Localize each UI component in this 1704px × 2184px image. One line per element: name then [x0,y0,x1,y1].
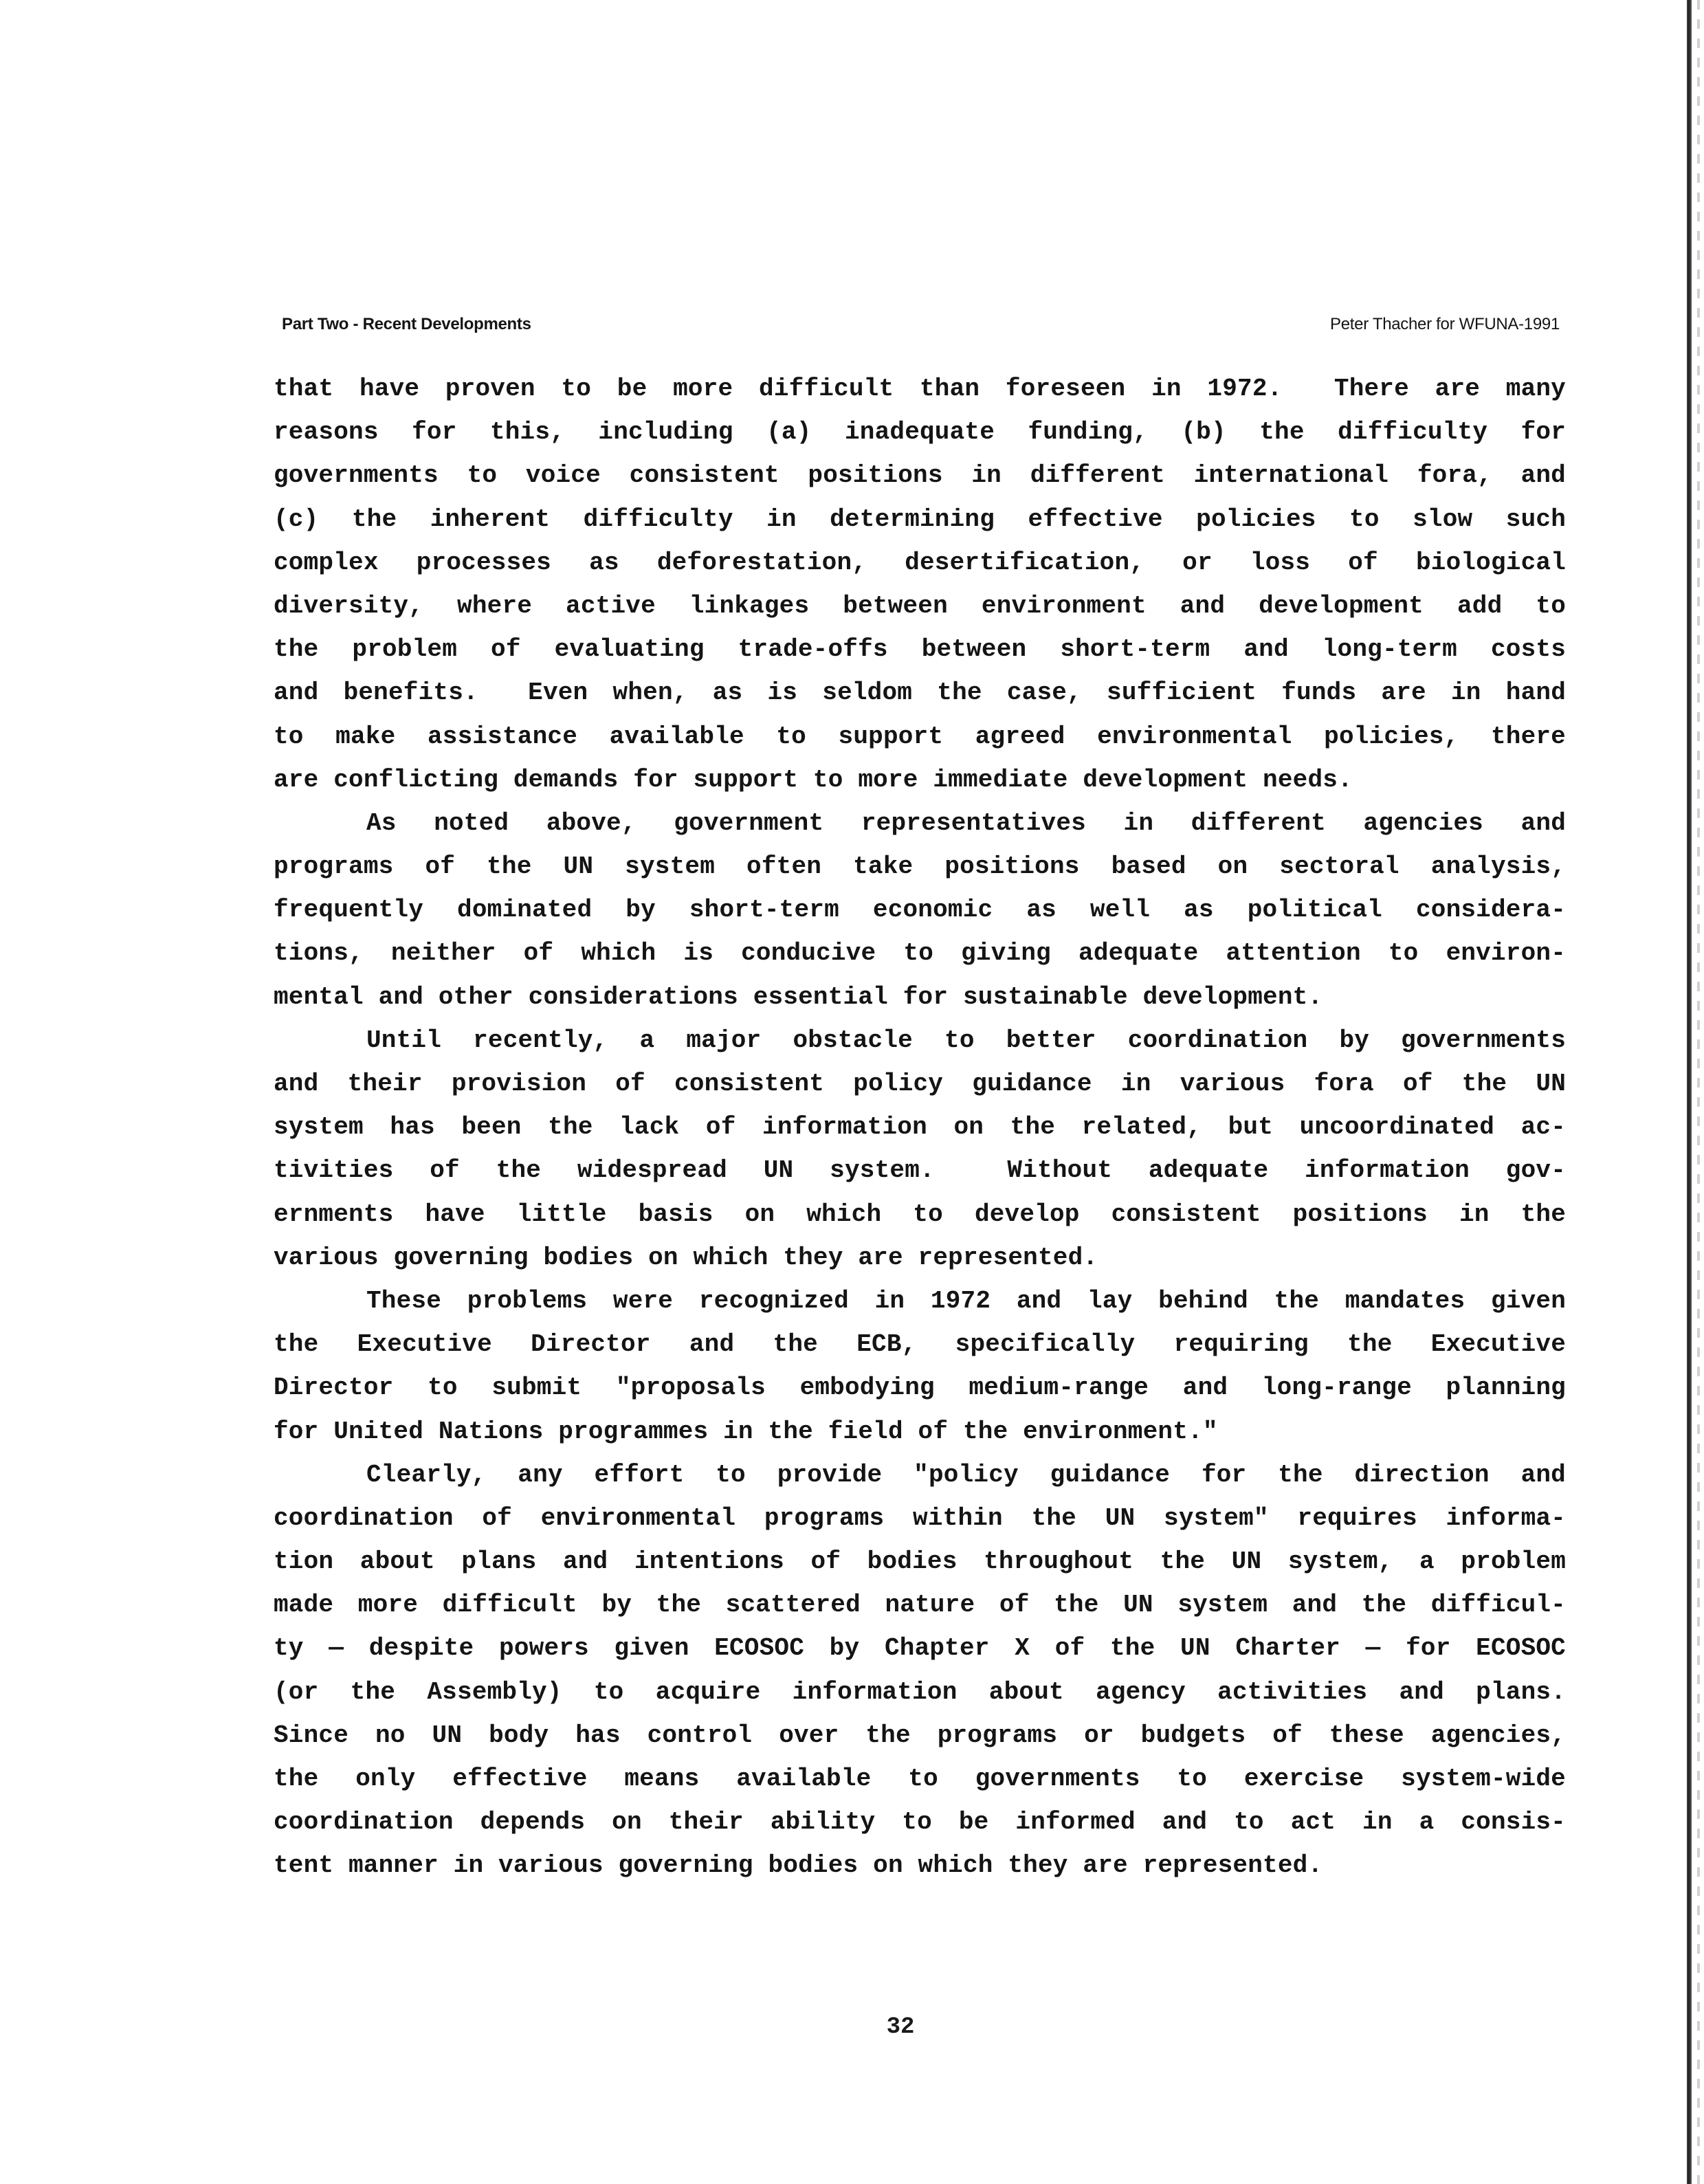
text-line: diversity, where active linkages between environment and development add to [274,591,1566,620]
text-line: tion about plans and intentions of bodies throughout the UN system, a problem [274,1547,1566,1576]
running-header [282,311,1560,338]
scan-edge-artifact [1697,0,1700,2184]
header-author-credit: Peter Thacher for WFUNA-1991 [1330,315,1560,333]
paragraph [274,802,1566,1019]
page-number: 32 [886,2014,915,2040]
text-line: and benefits. Even when, as is seldom the case, sufficient funds are in hand [274,679,1566,707]
text-line: for United Nations programmes in the field of the environment." [274,1417,1218,1446]
text-line: made more difficult by the scattered nature of the UN system and the difficul- [274,1591,1566,1620]
text-line: programs of the UN system often take positions based on sectoral analysis, [274,852,1566,881]
paragraph [274,367,1566,802]
text-line: the problem of evaluating trade-offs between short-term and long-term costs [274,635,1566,664]
text-line: Until recently, a major obstacle to better coordination by governments [366,1026,1566,1055]
text-line: mental and other considerations essential for sustainable development. [274,982,1323,1011]
text-line: Clearly, any effort to provide "policy guidance for the direction and [366,1460,1566,1489]
text-line: Director to submit "proposals embodying medium-range and long-range planning [274,1374,1566,1402]
text-line: coordination of environmental programs within the UN system" requires informa- [274,1503,1566,1532]
body-text [274,367,1566,1888]
text-line: that have proven to be more difficult than foreseen in 1972. There are many [274,375,1566,403]
text-line: tivities of the widespread UN system. Without adequate information gov- [274,1156,1566,1185]
text-line: the only effective means available to governments to exercise system-wide [274,1765,1566,1793]
paragraph [274,1019,1566,1279]
text-line: frequently dominated by short-term economic as well as political considera- [274,896,1566,925]
text-line: As noted above, government representatives in different agencies and [366,808,1566,837]
text-line: governments to voice consistent positions in different international fora, and [274,461,1566,490]
text-line: (c) the inherent difficulty in determining effective policies to slow such [274,505,1566,533]
text-line: to make assistance available to support agreed environmental policies, there [274,722,1566,751]
text-line: the Executive Director and the ECB, specifically requiring the Executive [274,1330,1566,1359]
header-section-title: Part Two - Recent Developments [282,315,531,333]
text-line: ty — despite powers given ECOSOC by Chapter X of the UN Charter — for ECOSOC [274,1634,1566,1663]
text-line: ernments have little basis on which to develop consistent positions in the [274,1200,1566,1228]
text-line: various governing bodies on which they are represented. [274,1243,1098,1272]
paragraph [274,1279,1566,1453]
scan-edge-shadow [1687,0,1692,2184]
text-line: Since no UN body has control over the programs or budgets of these agencies, [274,1721,1566,1750]
text-line: (or the Assembly) to acquire information about agency activities and plans. [274,1677,1566,1706]
text-line: are conflicting demands for support to more immediate development needs. [274,765,1353,794]
text-line: complex processes as deforestation, desertification, or loss of biological [274,548,1566,577]
text-line: tions, neither of which is conducive to giving adequate attention to environ- [274,939,1566,968]
text-line: coordination depends on their ability to be informed and to act in a consis- [274,1808,1566,1837]
text-line: These problems were recognized in 1972 and lay behind the mandates given [366,1286,1566,1315]
text-line: tent manner in various governing bodies on which they are represented. [274,1851,1323,1880]
text-line: and their provision of consistent policy guidance in various fora of the UN [274,1070,1566,1098]
paragraph [274,1453,1566,1888]
text-line: system has been the lack of information on the related, but uncoordinated ac- [274,1113,1566,1142]
text-line: reasons for this, including (a) inadequate funding, (b) the difficulty for [274,418,1566,447]
